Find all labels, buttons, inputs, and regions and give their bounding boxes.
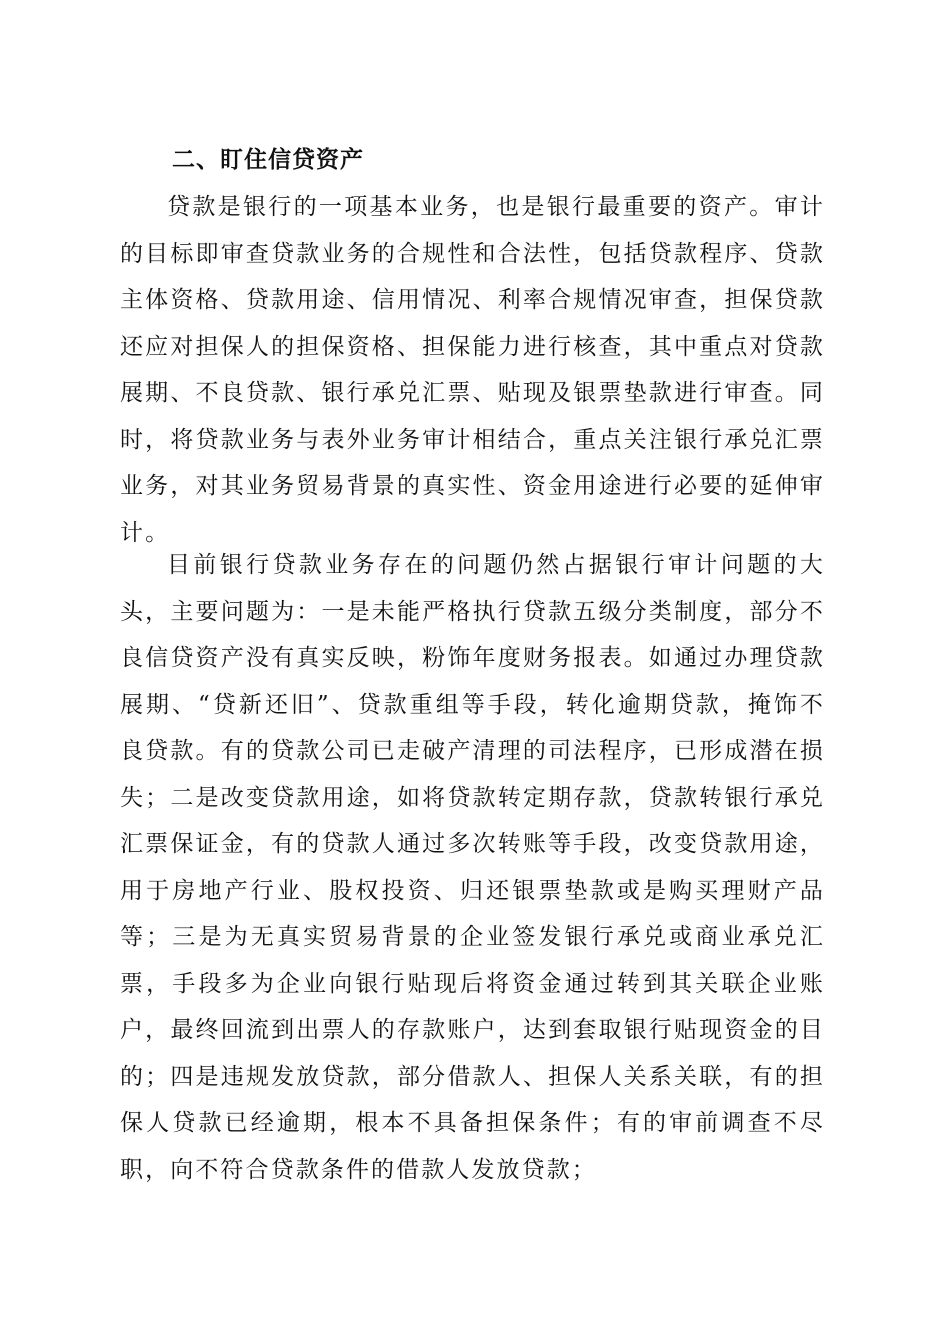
section-heading: 二、盯住信贷资产 [172,147,364,173]
paragraph-loan-problems: 目前银行贷款业务存在的问题仍然占据银行审计问题的大头，主要问题为：一是未能严格执行贷款五级分类制度，部分不良信贷资产没有真实反映，粉饰年度财务报表。如通过办理贷款展期、“贷新还旧”、贷款重组等手段，转化逾期贷款，掩饰不良贷款。有的贷款公司已走破产清理的司法程序，已形成潜在损失；二是改变贷款用途，如将贷款转定期存款，贷款转银行承兑汇票保证金，有的贷款人通过多次转账等手段，改变贷款用途，用于房地产行业、股权投资、归还银票垫款或是购买理财产品等；三是为无真实贸易背景的企业签发银行承兑或商业承兑汇票，手段多为企业向银行贴现后将资金通过转到其关联企业账户，最终回流到出票人的存款账户，达到套取银行贴现资金的目的；四是违规发放贷款，部分借款人、担保人关系关联，有的担保人贷款已经逾期，根本不具备担保条件；有的审前调查不尽职，向不符合贷款条件的借款人发放贷款； [120,552,825,1183]
paragraph-loans-overview: 贷款是银行的一项基本业务，也是银行最重要的资产。审计的目标即审查贷款业务的合规性和合法性，包括贷款程序、贷款主体资格、贷款用途、信用情况、利率合规情况审查，担保贷款还应对担保人的担保资格、担保能力进行核查，其中重点对贷款展期、不良贷款、银行承兑汇票、贴现及银票垫款进行审查。同时，将贷款业务与表外业务审计相结合，重点关注银行承兑汇票业务，对其业务贸易背景的真实性、资金用途进行必要的延伸审计。 [120,194,825,546]
